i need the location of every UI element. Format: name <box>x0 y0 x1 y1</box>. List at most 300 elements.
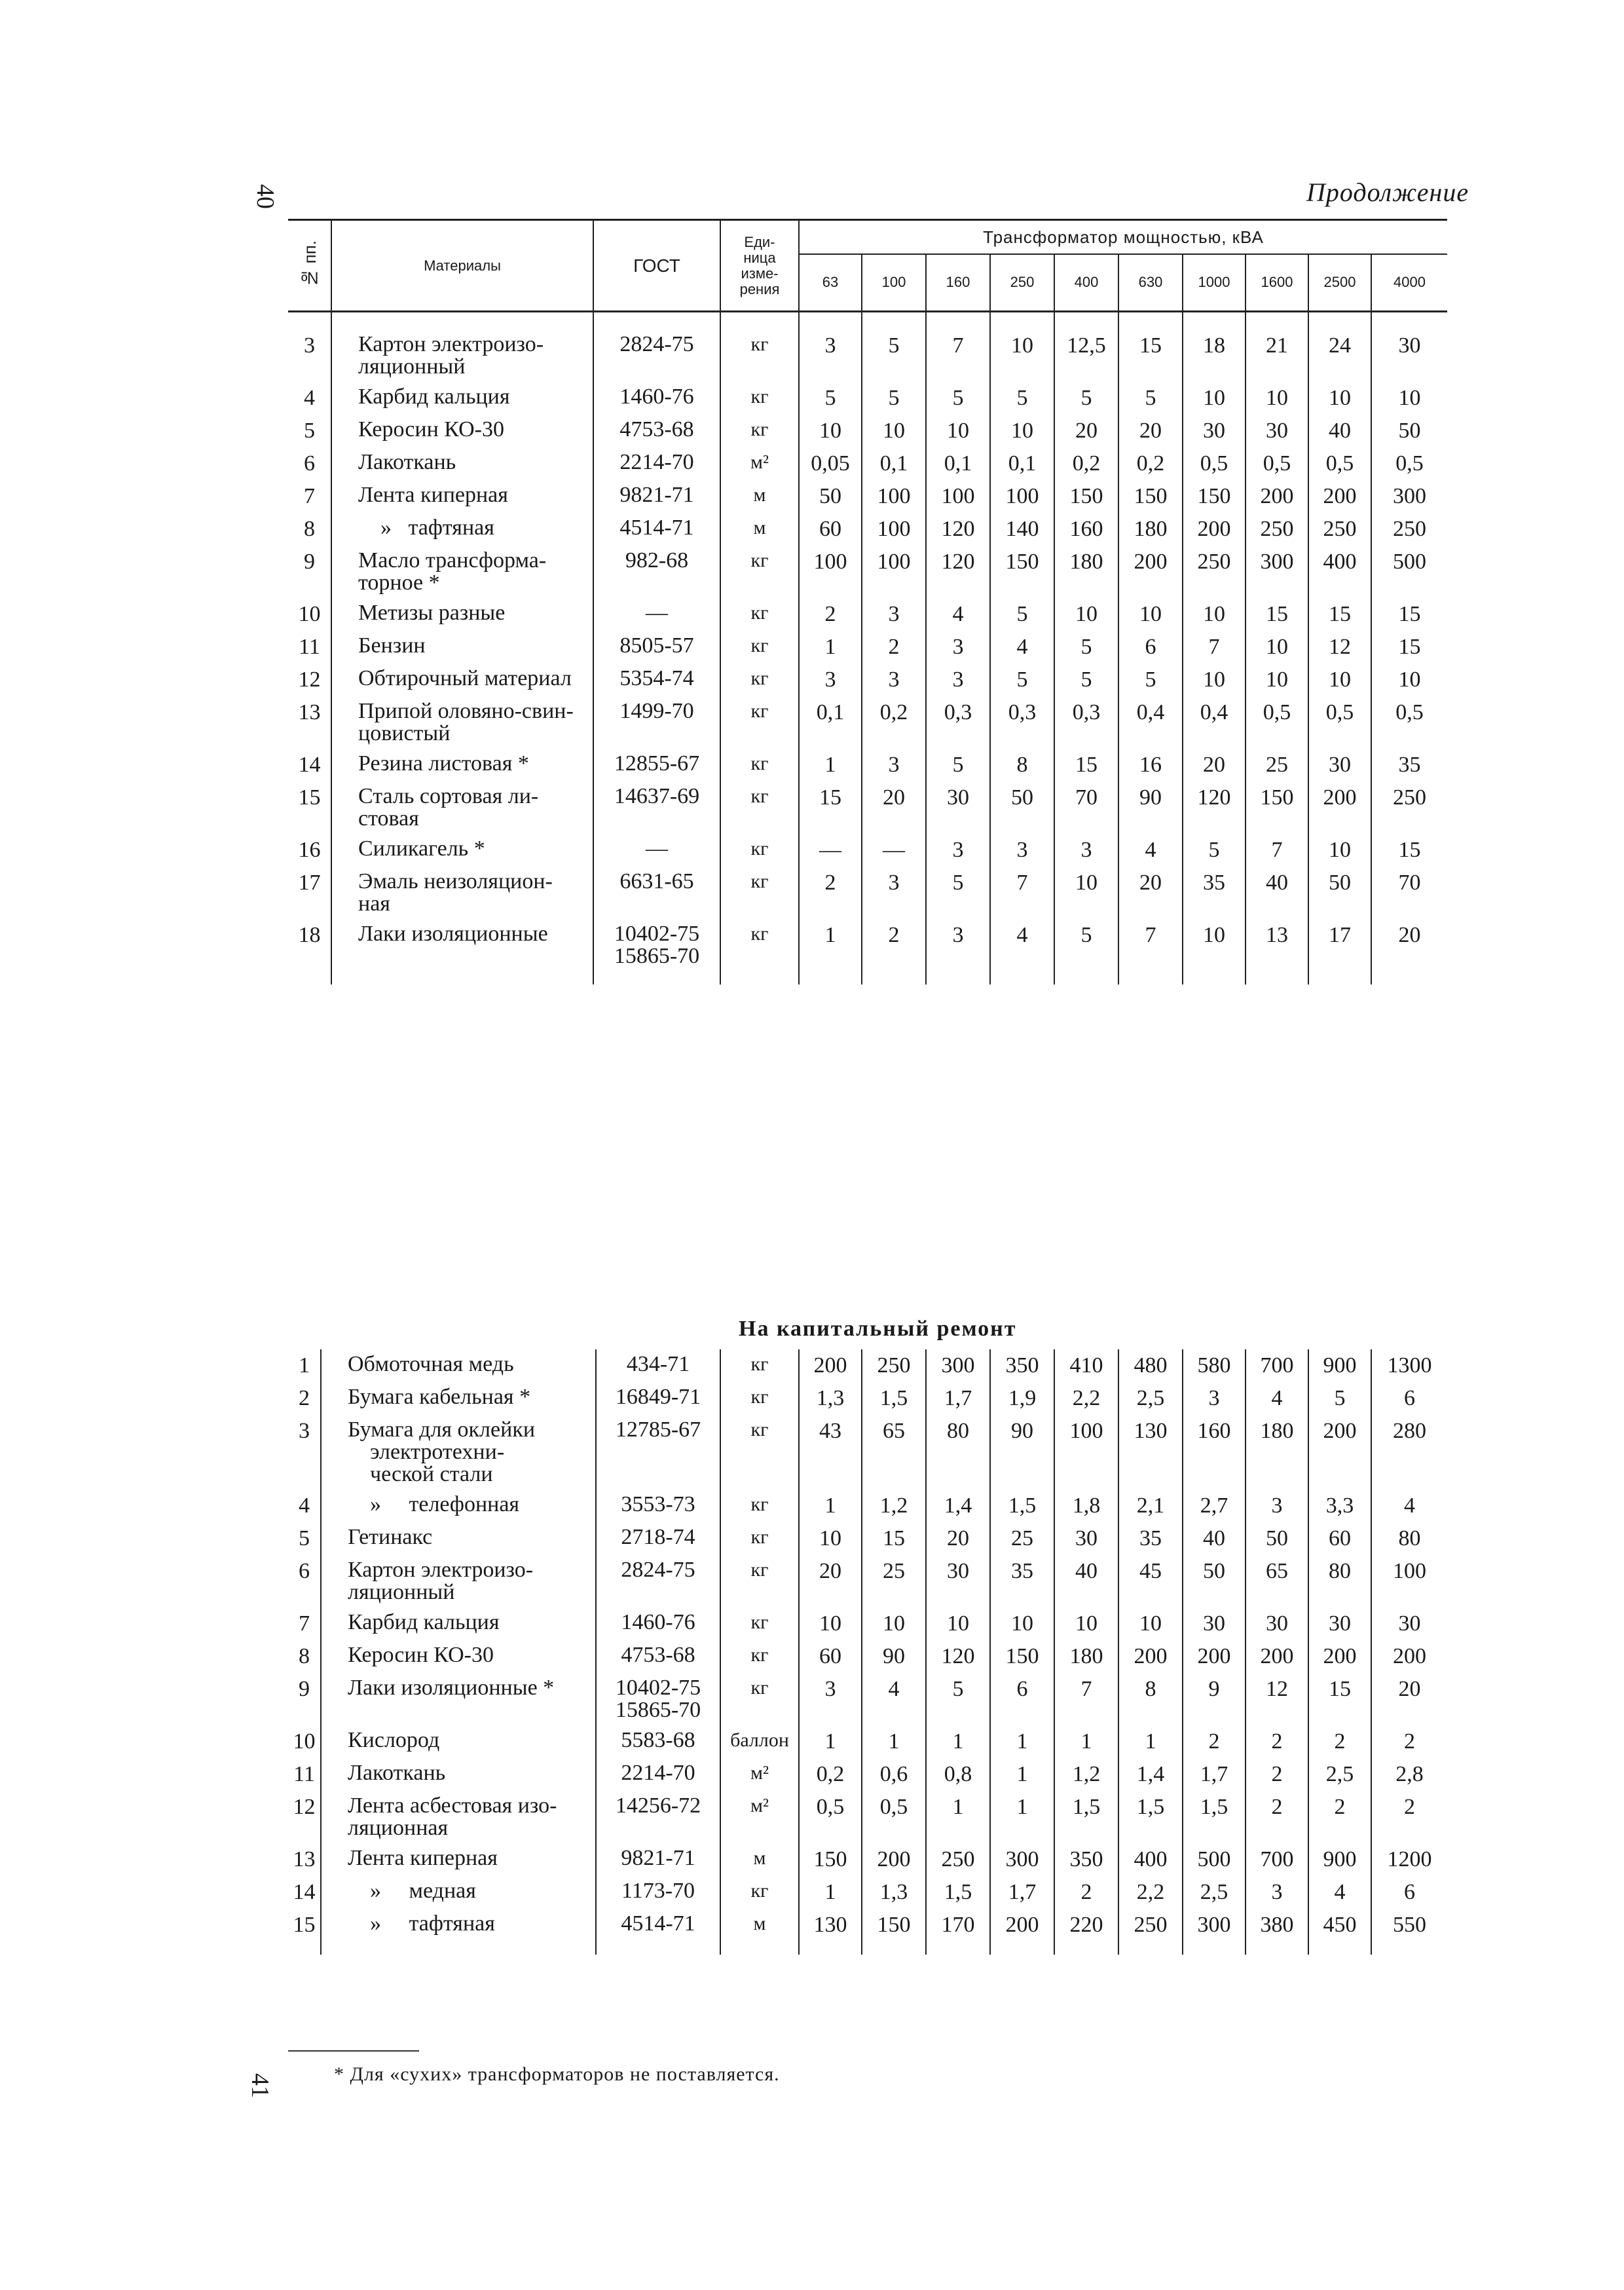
quantity-value: 10 <box>1246 664 1308 696</box>
quantity-value: 40 <box>1308 415 1371 447</box>
material-name: » медная <box>321 1876 596 1909</box>
table1-row <box>288 919 1447 971</box>
quantity-value: 10 <box>862 415 926 447</box>
quantity-value: 180 <box>1118 513 1183 546</box>
quantity-value: 250 <box>1183 546 1246 598</box>
row-number: 10 <box>293 1729 316 1754</box>
quantity-value: 5 <box>1054 382 1118 415</box>
quantity-value: 300 <box>1371 480 1447 513</box>
quantity-value: 0,5 <box>1371 696 1447 749</box>
row-number: 5 <box>299 1526 310 1550</box>
quantity-value: 30 <box>1054 1522 1118 1555</box>
quantity-value: 21 <box>1246 329 1308 382</box>
quantity-value: 3 <box>990 834 1054 867</box>
quantity-value: 0,1 <box>862 447 926 480</box>
row-number: 4 <box>304 386 315 410</box>
quantity-value: 10 <box>1371 382 1447 415</box>
unit: кг <box>720 415 799 447</box>
quantity-value: 1,8 <box>1054 1490 1118 1522</box>
page-number-bottom: 41 <box>246 2073 274 2098</box>
quantity-value: 50 <box>1183 1555 1246 1607</box>
quantity-value: 5 <box>862 382 926 415</box>
quantity-value: 90 <box>990 1415 1054 1490</box>
quantity-value: 1 <box>799 919 862 971</box>
table1-row <box>288 834 1447 867</box>
quantity-value: 1,4 <box>1118 1758 1183 1791</box>
quantity-value: 50 <box>1371 415 1447 447</box>
quantity-value: 200 <box>1118 546 1183 598</box>
quantity-value: 0,2 <box>1054 447 1118 480</box>
quantity-value: 15 <box>1246 598 1308 631</box>
quantity-value: 2 <box>1183 1725 1246 1758</box>
quantity-value: 150 <box>799 1843 862 1876</box>
quantity-value: 200 <box>1308 480 1371 513</box>
quantity-value: 0,5 <box>1246 696 1308 749</box>
quantity-value: 2 <box>1371 1791 1447 1843</box>
quantity-value: 0,3 <box>1054 696 1118 749</box>
header-power-2: 160 <box>926 254 990 312</box>
quantity-value: 35 <box>1371 749 1447 781</box>
quantity-value: 2,1 <box>1118 1490 1183 1522</box>
quantity-value: 9 <box>1183 1673 1246 1725</box>
quantity-value: 6 <box>1118 631 1183 664</box>
quantity-value: 3 <box>862 867 926 919</box>
quantity-value: 30 <box>926 781 990 834</box>
table2-row <box>288 1725 1447 1758</box>
quantity-value: 0,5 <box>1308 447 1371 480</box>
row-number: 5 <box>304 419 315 443</box>
quantity-value: 17 <box>1308 919 1371 971</box>
quantity-value: 120 <box>1183 781 1246 834</box>
quantity-value: 200 <box>1308 1415 1371 1490</box>
row-number: 18 <box>298 923 321 947</box>
quantity-value: 18 <box>1183 329 1246 382</box>
table2-row <box>288 1843 1447 1876</box>
quantity-value: 5 <box>926 749 990 781</box>
quantity-value: 0,5 <box>1246 447 1308 480</box>
row-number: 16 <box>298 838 321 862</box>
quantity-value: 65 <box>862 1415 926 1490</box>
quantity-value: 4 <box>990 631 1054 664</box>
material-name: Карбид кальция <box>321 1607 596 1640</box>
quantity-value: 2 <box>799 598 862 631</box>
quantity-value: 80 <box>926 1415 990 1490</box>
header-materials: Материалы <box>331 220 593 312</box>
quantity-value: 180 <box>1054 546 1118 598</box>
quantity-value: 5 <box>1054 919 1118 971</box>
unit: кг <box>720 664 799 696</box>
quantity-value: 6 <box>1371 1876 1447 1909</box>
quantity-value: 1,5 <box>1118 1791 1183 1843</box>
quantity-value: 30 <box>1183 415 1246 447</box>
quantity-value: 1200 <box>1371 1843 1447 1876</box>
quantity-value: 0,5 <box>1183 447 1246 480</box>
quantity-value: 8 <box>990 749 1054 781</box>
quantity-value: 250 <box>926 1843 990 1876</box>
quantity-value: 2 <box>1371 1725 1447 1758</box>
gost-code: 4753-68 <box>596 1640 720 1673</box>
quantity-value: 70 <box>1054 781 1118 834</box>
table1-row <box>288 696 1447 749</box>
quantity-value: 2 <box>1246 1791 1308 1843</box>
quantity-value: 200 <box>862 1843 926 1876</box>
quantity-value: 12 <box>1246 1673 1308 1725</box>
quantity-value: 4 <box>1246 1382 1308 1415</box>
gost-code: 2824-75 <box>596 1555 720 1607</box>
quantity-value: 500 <box>1183 1843 1246 1876</box>
unit: м² <box>720 447 799 480</box>
unit: кг <box>720 546 799 598</box>
quantity-value: 500 <box>1371 546 1447 598</box>
quantity-value: 100 <box>1371 1555 1447 1607</box>
quantity-value: 10 <box>1371 664 1447 696</box>
material-name: Керосин КО-30 <box>331 415 593 447</box>
material-name: Карбид кальция <box>331 382 593 415</box>
quantity-value: 160 <box>1183 1415 1246 1490</box>
quantity-value: 1,2 <box>862 1490 926 1522</box>
unit: м² <box>720 1758 799 1791</box>
quantity-value: 20 <box>799 1555 862 1607</box>
quantity-value: — <box>799 834 862 867</box>
material-name: Резина листовая * <box>331 749 593 781</box>
quantity-value: 250 <box>1308 513 1371 546</box>
quantity-value: 5 <box>1054 631 1118 664</box>
quantity-value: 0,1 <box>926 447 990 480</box>
gost-code: 14637-69 <box>593 781 720 834</box>
quantity-value: 10 <box>1054 598 1118 631</box>
quantity-value: 0,3 <box>926 696 990 749</box>
gost-code: 1460-76 <box>593 382 720 415</box>
quantity-value: 1,7 <box>990 1876 1054 1909</box>
quantity-value: 7 <box>990 867 1054 919</box>
quantity-value: 250 <box>1118 1909 1183 1942</box>
gost-code: 9821-71 <box>596 1843 720 1876</box>
quantity-value: 3 <box>926 834 990 867</box>
quantity-value: 12 <box>1308 631 1371 664</box>
quantity-value: 140 <box>990 513 1054 546</box>
quantity-value: 25 <box>1246 749 1308 781</box>
quantity-value: 3 <box>1054 834 1118 867</box>
row-number: 9 <box>299 1677 310 1701</box>
unit: кг <box>720 631 799 664</box>
quantity-value: 150 <box>862 1909 926 1942</box>
material-name: » телефонная <box>321 1490 596 1522</box>
quantity-value: 200 <box>1183 1640 1246 1673</box>
quantity-value: 3 <box>1183 1382 1246 1415</box>
quantity-value: 1,9 <box>990 1382 1054 1415</box>
quantity-value: 350 <box>1054 1843 1118 1876</box>
quantity-value: 3 <box>1246 1876 1308 1909</box>
unit: кг <box>720 867 799 919</box>
quantity-value: 3 <box>799 664 862 696</box>
row-number: 8 <box>304 517 315 541</box>
quantity-value: 4 <box>990 919 1054 971</box>
gost-code: 2824-75 <box>593 329 720 382</box>
material-name: Масло трансформа- торное * <box>331 546 593 598</box>
quantity-value: 10 <box>799 1607 862 1640</box>
quantity-value: 20 <box>862 781 926 834</box>
quantity-value: 3 <box>862 749 926 781</box>
table2-row <box>288 1791 1447 1843</box>
quantity-value: 30 <box>926 1555 990 1607</box>
material-name: Лента киперная <box>331 480 593 513</box>
gost-code: 2214-70 <box>593 447 720 480</box>
quantity-value: 3,3 <box>1308 1490 1371 1522</box>
row-number: 7 <box>299 1611 310 1636</box>
quantity-value: 1,5 <box>1183 1791 1246 1843</box>
quantity-value: 1 <box>926 1725 990 1758</box>
quantity-value: 3 <box>926 631 990 664</box>
table1-row <box>288 598 1447 631</box>
quantity-value: 5 <box>1183 834 1246 867</box>
row-number: 2 <box>299 1386 310 1410</box>
quantity-value: 50 <box>1308 867 1371 919</box>
unit: кг <box>720 1673 799 1725</box>
gost-code: 2214-70 <box>596 1758 720 1791</box>
row-number: 15 <box>293 1913 316 1937</box>
row-number: 15 <box>298 785 321 810</box>
quantity-value: 300 <box>990 1843 1054 1876</box>
quantity-value: 200 <box>1246 480 1308 513</box>
table2-row <box>288 1555 1447 1607</box>
quantity-value: 24 <box>1308 329 1371 382</box>
row-number: 12 <box>298 667 321 692</box>
header-gost: ГОСТ <box>593 220 720 312</box>
quantity-value: 250 <box>1371 781 1447 834</box>
quantity-value: 150 <box>990 546 1054 598</box>
gost-code: 1499-70 <box>593 696 720 749</box>
quantity-value: 2 <box>1054 1876 1118 1909</box>
table2-row <box>288 1349 1447 1382</box>
quantity-value: 5 <box>1118 664 1183 696</box>
unit: кг <box>720 749 799 781</box>
gost-code: 10402-75 15865-70 <box>596 1673 720 1725</box>
material-name: Метизы разные <box>331 598 593 631</box>
quantity-value: 220 <box>1054 1909 1118 1942</box>
quantity-value: 60 <box>799 1640 862 1673</box>
quantity-value: 5 <box>990 664 1054 696</box>
gost-code: — <box>593 598 720 631</box>
quantity-value: 15 <box>1371 631 1447 664</box>
gost-code: 1460-76 <box>596 1607 720 1640</box>
quantity-value: 2,5 <box>1183 1876 1246 1909</box>
unit: м <box>720 513 799 546</box>
quantity-value: 200 <box>1371 1640 1447 1673</box>
header-unit: Еди- ница изме- рения <box>720 220 799 312</box>
material-name: Припой оловяно-свин- цовистый <box>331 696 593 749</box>
table1-row <box>288 382 1447 415</box>
quantity-value: 35 <box>990 1555 1054 1607</box>
quantity-value: 30 <box>1308 749 1371 781</box>
unit: кг <box>720 1640 799 1673</box>
quantity-value: 410 <box>1054 1349 1118 1382</box>
row-number: 13 <box>293 1847 316 1871</box>
unit: кг <box>720 834 799 867</box>
quantity-value: 170 <box>926 1909 990 1942</box>
quantity-value: 200 <box>1246 1640 1308 1673</box>
material-name: Бумага для оклейки электротехни- ческой стали <box>321 1415 596 1490</box>
quantity-value: 45 <box>1118 1555 1183 1607</box>
row-number: 12 <box>293 1795 316 1819</box>
quantity-value: 10 <box>990 1607 1054 1640</box>
quantity-value: 150 <box>1246 781 1308 834</box>
table1-row <box>288 415 1447 447</box>
quantity-value: 43 <box>799 1415 862 1490</box>
unit: кг <box>720 696 799 749</box>
quantity-value: 10 <box>1308 382 1371 415</box>
quantity-value: 120 <box>926 513 990 546</box>
quantity-value: 0,5 <box>862 1791 926 1843</box>
quantity-value: 0,2 <box>799 1758 862 1791</box>
quantity-value: — <box>862 834 926 867</box>
quantity-value: 10 <box>1118 1607 1183 1640</box>
quantity-value: 20 <box>1118 867 1183 919</box>
quantity-value: 5 <box>1054 664 1118 696</box>
quantity-value: 150 <box>990 1640 1054 1673</box>
quantity-value: 5 <box>990 382 1054 415</box>
quantity-value: 100 <box>799 546 862 598</box>
quantity-value: 100 <box>862 480 926 513</box>
gost-code: 982-68 <box>593 546 720 598</box>
unit: кг <box>720 781 799 834</box>
quantity-value: 4 <box>862 1673 926 1725</box>
quantity-value: 70 <box>1371 867 1447 919</box>
quantity-value: 580 <box>1183 1349 1246 1382</box>
gost-code: — <box>593 834 720 867</box>
quantity-value: 1,7 <box>926 1382 990 1415</box>
quantity-value: 60 <box>799 513 862 546</box>
quantity-value: 4 <box>1308 1876 1371 1909</box>
quantity-value: 1 <box>1054 1725 1118 1758</box>
gost-code: 14256-72 <box>596 1791 720 1843</box>
row-number: 9 <box>304 550 315 574</box>
quantity-value: 200 <box>990 1909 1054 1942</box>
gost-code: 8505-57 <box>593 631 720 664</box>
header-power-6: 1000 <box>1183 254 1246 312</box>
gost-code: 6631-65 <box>593 867 720 919</box>
quantity-value: 30 <box>1308 1607 1371 1640</box>
row-number: 10 <box>298 602 321 626</box>
quantity-value: 100 <box>862 546 926 598</box>
quantity-value: 2 <box>862 631 926 664</box>
quantity-value: 15 <box>1371 834 1447 867</box>
gost-code: 1173-70 <box>596 1876 720 1909</box>
quantity-value: 90 <box>1118 781 1183 834</box>
gost-code: 3553-73 <box>596 1490 720 1522</box>
gost-code: 10402-75 15865-70 <box>593 919 720 971</box>
table1-row <box>288 867 1447 919</box>
table2-row <box>288 1415 1447 1490</box>
quantity-value: 5 <box>926 867 990 919</box>
quantity-value: 300 <box>1183 1909 1246 1942</box>
quantity-value: 10 <box>1183 598 1246 631</box>
quantity-value: 0,5 <box>799 1791 862 1843</box>
material-name: Лента киперная <box>321 1843 596 1876</box>
quantity-value: 80 <box>1308 1555 1371 1607</box>
row-number: 13 <box>298 700 321 724</box>
material-name: Обтирочный материал <box>331 664 593 696</box>
quantity-value: 1 <box>862 1725 926 1758</box>
header-power-9: 4000 <box>1371 254 1447 312</box>
quantity-value: 2,2 <box>1118 1876 1183 1909</box>
gost-code: 4514-71 <box>596 1909 720 1942</box>
row-number: 8 <box>299 1644 310 1668</box>
row-number: 3 <box>299 1419 310 1443</box>
header-power-group: Трансформатор мощностью, кВА <box>799 220 1447 254</box>
unit: кг <box>720 598 799 631</box>
quantity-value: 10 <box>990 415 1054 447</box>
table2-row <box>288 1382 1447 1415</box>
quantity-value: 0,6 <box>862 1758 926 1791</box>
quantity-value: 130 <box>1118 1415 1183 1490</box>
quantity-value: 1,3 <box>799 1382 862 1415</box>
quantity-value: 480 <box>1118 1349 1183 1382</box>
quantity-value: 1,5 <box>1054 1791 1118 1843</box>
footnote-rule <box>288 2050 419 2052</box>
material-name: Гетинакс <box>321 1522 596 1555</box>
quantity-value: 25 <box>862 1555 926 1607</box>
quantity-value: 5 <box>1308 1382 1371 1415</box>
quantity-value: 3 <box>799 1673 862 1725</box>
header-num: № пп. <box>288 220 331 312</box>
quantity-value: 7 <box>926 329 990 382</box>
quantity-value: 10 <box>990 329 1054 382</box>
unit: м <box>720 1909 799 1942</box>
quantity-value: 40 <box>1183 1522 1246 1555</box>
table2-row <box>288 1607 1447 1640</box>
quantity-value: 30 <box>1183 1607 1246 1640</box>
quantity-value: 400 <box>1308 546 1371 598</box>
unit: кг <box>720 1876 799 1909</box>
quantity-value: 5 <box>926 1673 990 1725</box>
material-name: Лента асбестовая изо- ляционная <box>321 1791 596 1843</box>
unit: кг <box>720 1415 799 1490</box>
quantity-value: 0,05 <box>799 447 862 480</box>
gost-code: 4753-68 <box>593 415 720 447</box>
quantity-value: 250 <box>862 1349 926 1382</box>
quantity-value: 10 <box>862 1607 926 1640</box>
quantity-value: 10 <box>1054 867 1118 919</box>
quantity-value: 20 <box>1371 1673 1447 1725</box>
table2-row <box>288 1522 1447 1555</box>
quantity-value: 2,2 <box>1054 1382 1118 1415</box>
section-title-overhaul: На капитальный ремонт <box>739 1317 1017 1341</box>
material-name: Картон электроизо- ляционный <box>321 1555 596 1607</box>
quantity-value: 1 <box>990 1791 1054 1843</box>
quantity-value: 2,5 <box>1118 1382 1183 1415</box>
quantity-value: 5 <box>926 382 990 415</box>
quantity-value: 150 <box>1118 480 1183 513</box>
quantity-value: 35 <box>1183 867 1246 919</box>
material-name: Эмаль неизоляцион- ная <box>331 867 593 919</box>
quantity-value: 3 <box>926 919 990 971</box>
quantity-value: 5 <box>990 598 1054 631</box>
gost-code: 5583-68 <box>596 1725 720 1758</box>
unit: кг <box>720 1555 799 1607</box>
material-name: Обмоточная медь <box>321 1349 596 1382</box>
quantity-value: 20 <box>1183 749 1246 781</box>
quantity-value: 150 <box>1054 480 1118 513</box>
materials-table-continued <box>288 219 1447 985</box>
quantity-value: 150 <box>1183 480 1246 513</box>
quantity-value: 1,4 <box>926 1490 990 1522</box>
quantity-value: 2,7 <box>1183 1490 1246 1522</box>
quantity-value: 0,5 <box>1308 696 1371 749</box>
unit: м <box>720 480 799 513</box>
material-name: Керосин КО-30 <box>321 1640 596 1673</box>
header-power-3: 250 <box>990 254 1054 312</box>
table1-row <box>288 631 1447 664</box>
